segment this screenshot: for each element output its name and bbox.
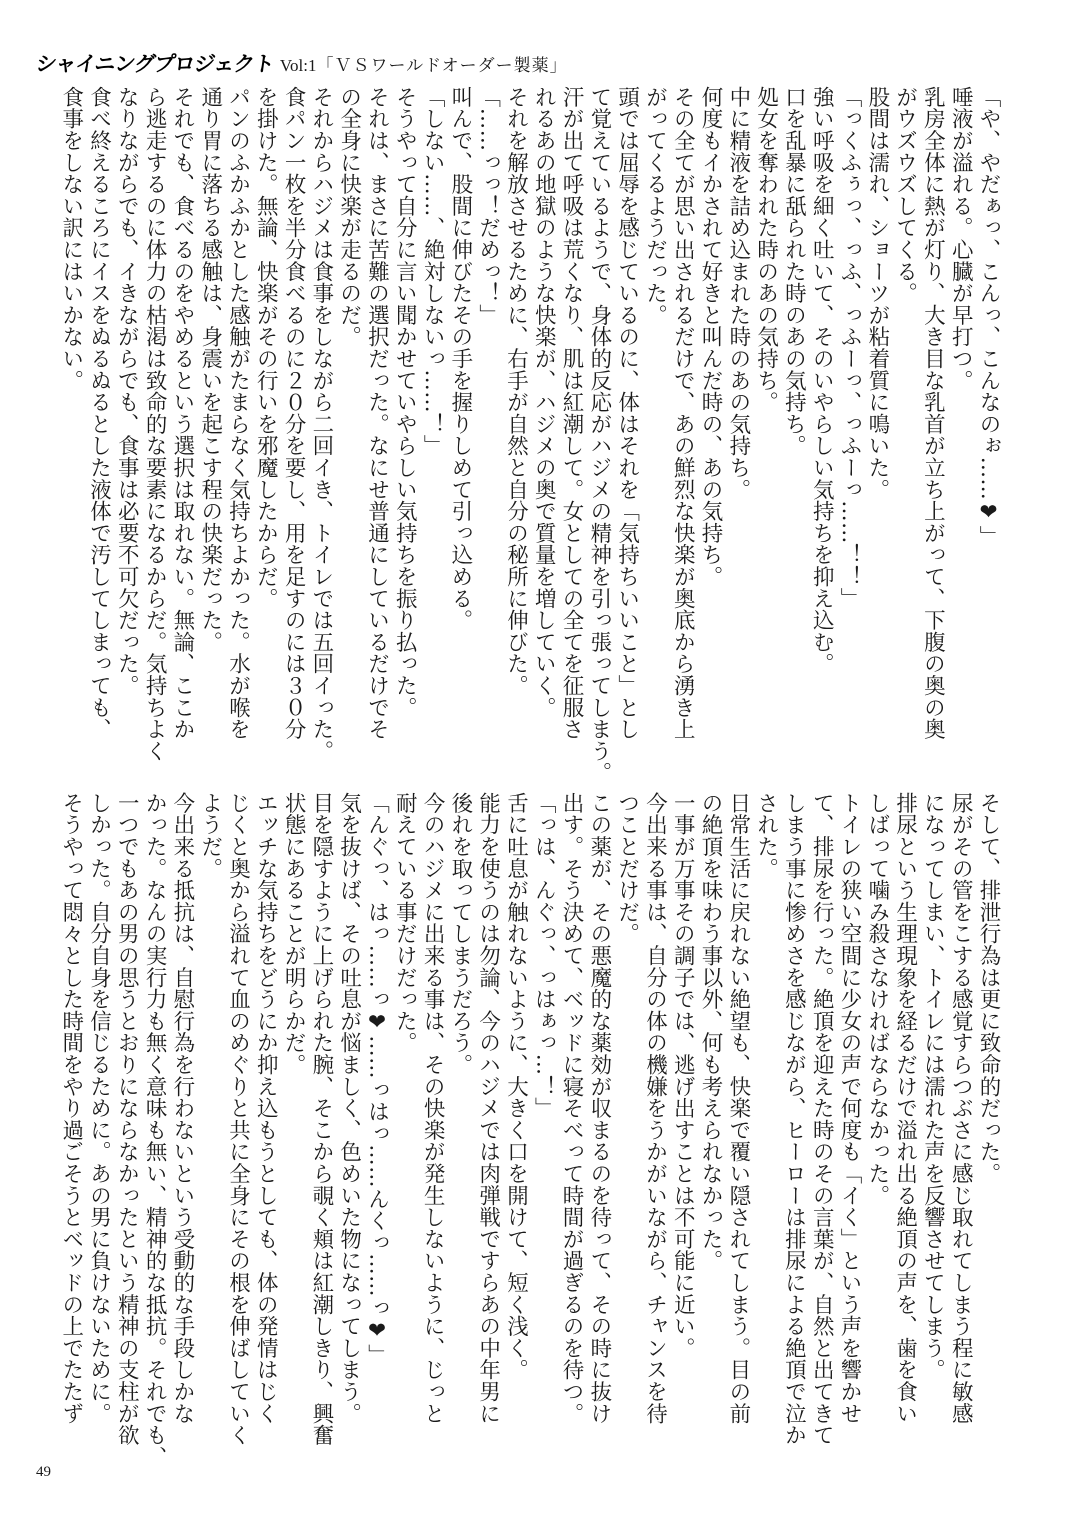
text-line: 汗が出て呼吸は荒くなり、肌は紅潮して。女としての全てを征服さ [559, 86, 585, 740]
text-line: 一事が万事その調子では、逃げ出すことは不可能に近い。 [670, 792, 696, 1359]
text-line: その全てが思い出されるだけで、あの鮮烈な快楽が奥底から湧き上 [670, 86, 696, 740]
text-line: ら逃走するのに体力の枯渇は致命的な要素になるからだ。気持ちよく [142, 86, 168, 762]
text-line: がってくるようだった。 [642, 86, 668, 326]
text-line: を掛けた。無論、快楽がその行いを邪魔したからだ。 [253, 86, 279, 610]
text-line: 強い呼吸を細く吐いて、そのいやらしい気持ちを抑え込む。 [809, 86, 835, 675]
text-line: パンのふかふかとした感触がたまらなく気持ちよかった。水が喉を [225, 86, 251, 740]
text-line: つことだけだ。 [614, 792, 640, 945]
text-line: 通り胃に落ちる感触は、身震いを起こす程の快楽だった。 [197, 86, 223, 653]
text-block-upper [58, 86, 1002, 784]
text-line: ようだ。 [197, 792, 223, 880]
text-line: 今のハジメに出来る事は、その快楽が発生しないように、じっと [420, 792, 446, 1425]
text-line: された。 [753, 792, 779, 880]
text-line: 尿がその管をこする感覚すらつぶさに感じ取れてしまう程に敏感 [948, 792, 974, 1425]
text-line: 「っくふぅっ、っふ、っふーっ、っふーっ……！！」 [837, 86, 863, 610]
text-line: 何度もイかされて好きと叫んだ時の、あの気持ち。 [698, 86, 724, 588]
text-line: 状態にあることが明らかだ。 [281, 792, 307, 1076]
text-line: の全身に快楽が走るのだ。 [336, 86, 362, 348]
text-line: 「っは、んぐっ、っはぁっ…！」 [531, 792, 557, 1119]
text-line: がウズウズしてくる。 [892, 86, 918, 304]
text-line: 股間は濡れ、ショーツが粘着質に鳴いた。 [864, 86, 890, 501]
text-line: 食事をしない訳にはいかない。 [58, 86, 84, 392]
text-line: て覚えているようで、身体的反応がハジメの精神を引っ張ってしまう。 [586, 86, 612, 784]
text-block-lower [58, 792, 1002, 1482]
text-line: 中に精液を詰め込まれた時のあの気持ち。 [725, 86, 751, 501]
text-line: 排尿という生理現象を経るだけで溢れ出る絶頂の声を、歯を食い [892, 792, 918, 1425]
text-line: 頭では屈辱を感じているのに、体はそれを「気持ちいいこと」とし [614, 86, 640, 740]
text-line: 「しない……、絶対しないっ……！」 [420, 86, 446, 457]
text-line: 出す。そう決めて、ベッドに寝そべって時間が過ぎるのを待つ。 [559, 792, 585, 1425]
text-line: なりながらでも、イきながらでも、食事は必要不可欠だった。 [114, 86, 140, 697]
text-line: 「んぐっ、はっ……っ❤……っはっ……んくっ……っ❤」 [364, 792, 390, 1366]
volume-label: Vol:1 [279, 56, 317, 75]
text-line: れるあの地獄のような快楽が、ハジメの奥で質量を増していく。 [531, 86, 557, 719]
series-logo: シャイニングプロジェクト [34, 52, 276, 76]
running-header [36, 48, 568, 78]
text-line: この薬が、その悪魔的な薬効が収まるのを待って、その時に抜け [586, 792, 612, 1425]
text-line: それを解放させるために、右手が自然と自分の秘所に伸びた。 [503, 86, 529, 697]
text-line: 気を抜けば、その吐息が悩ましく、色めいた物になってしまう。 [336, 792, 362, 1425]
text-line: 日常生活に戻れない絶望も、快楽で覆い隠されてしまう。目の前 [725, 792, 751, 1425]
text-line: しばって噛み殺さなければならなかった。 [864, 792, 890, 1207]
text-line: 耐えている事だけだった。 [392, 792, 418, 1054]
text-line: エッチな気持ちをどうにか抑え込もうとしても、体の発情はじく [253, 792, 279, 1425]
text-line: になってしまい、トイレには濡れた声を反響させてしまう。 [920, 792, 946, 1381]
text-line: そうやって自分に言い聞かせていやらしい気持ちを振り払った。 [392, 86, 418, 719]
text-line: 一つでもあの男の思うとおりにならなかったという精神の支柱が欲 [114, 792, 140, 1446]
text-line: しまう事に惨めさを感じながら、ヒーローは排尿による絶頂で泣か [781, 792, 807, 1446]
text-line: 後れを取ってしまうだろう。 [447, 792, 473, 1076]
text-line: それは、まさに苦難の選択だった。なにせ普通にしているだけでそ [364, 86, 390, 740]
text-line: 唾液が溢れる。心臓が早打つ。 [948, 86, 974, 392]
text-line: 「……っっ！だめっ！」 [475, 86, 501, 326]
text-line: かった。なんの実行力も無く意味も無い、精神的な抵抗。それでも、 [142, 792, 168, 1468]
text-line: じくと奥から溢れて血のめぐりと共に全身にその根を伸ばしていく [225, 792, 251, 1446]
text-line: 今出来る抵抗は、自慰行為を行わないという受動的な手段しかな [169, 792, 195, 1425]
text-line: 処女を奪われた時のあの気持ち。 [753, 86, 779, 413]
text-line: て、排尿を行った。絶頂を迎えた時のその言葉が、自然と出てきて [809, 792, 835, 1446]
text-line: それからハジメは食事をしながら二回イき、トイレでは五回イった。 [308, 86, 334, 762]
text-line: の絶頂を味わう事以外、何も考えられなかった。 [698, 792, 724, 1272]
text-line: 「や、やだぁっ、こんっ、こんなのぉ……❤」 [976, 86, 1001, 548]
text-line: それでも、食べるのをやめるという選択は取れない。無論、ここか [169, 86, 195, 740]
text-line: 舌に吐息が触れないように、大きく口を開けて、短く浅く。 [503, 792, 529, 1381]
text-line: トイレの狭い空間に少女の声で何度も「イく」という声を響かせ [837, 792, 863, 1425]
chapter-subtitle: 「ＶＳワールドオーダー製薬」 [316, 56, 568, 76]
text-line: 能力を使うのは勿論、今のハジメでは肉弾戦ですらあの中年男に [475, 792, 501, 1425]
text-line: 食べ終えるころにイスをぬるぬるとした液体で汚してしまっても、 [86, 86, 112, 740]
text-line: 今出来る事は、自分の体の機嫌をうかがいながら、チャンスを待 [642, 792, 668, 1425]
text-line: 食パン一枚を半分食べるのに２０分を要し、用を足すのには３０分 [281, 86, 307, 740]
text-line: そして、排泄行為は更に致命的だった。 [976, 792, 1001, 1185]
text-line: 乳房全体に熱が灯り、大き目な乳首が立ち上がって、下腹の奥の奥 [920, 86, 946, 740]
text-line: 叫んで、股間に伸びたその手を握りしめて引っ込める。 [447, 86, 473, 631]
text-line: 口を乱暴に舐られた時のあの気持ち。 [781, 86, 807, 457]
text-line: そうやって悶々とした時間をやり過ごそうとベッドの上でたたず [58, 792, 84, 1425]
text-line: しかった。自分自身を信じるために。あの男に負けないために。 [86, 792, 112, 1425]
text-line: 目を隠すように上げられた腕、そこから覗く頬は紅潮しきり、興奮 [308, 792, 334, 1446]
page-number: 49 [36, 1464, 51, 1480]
